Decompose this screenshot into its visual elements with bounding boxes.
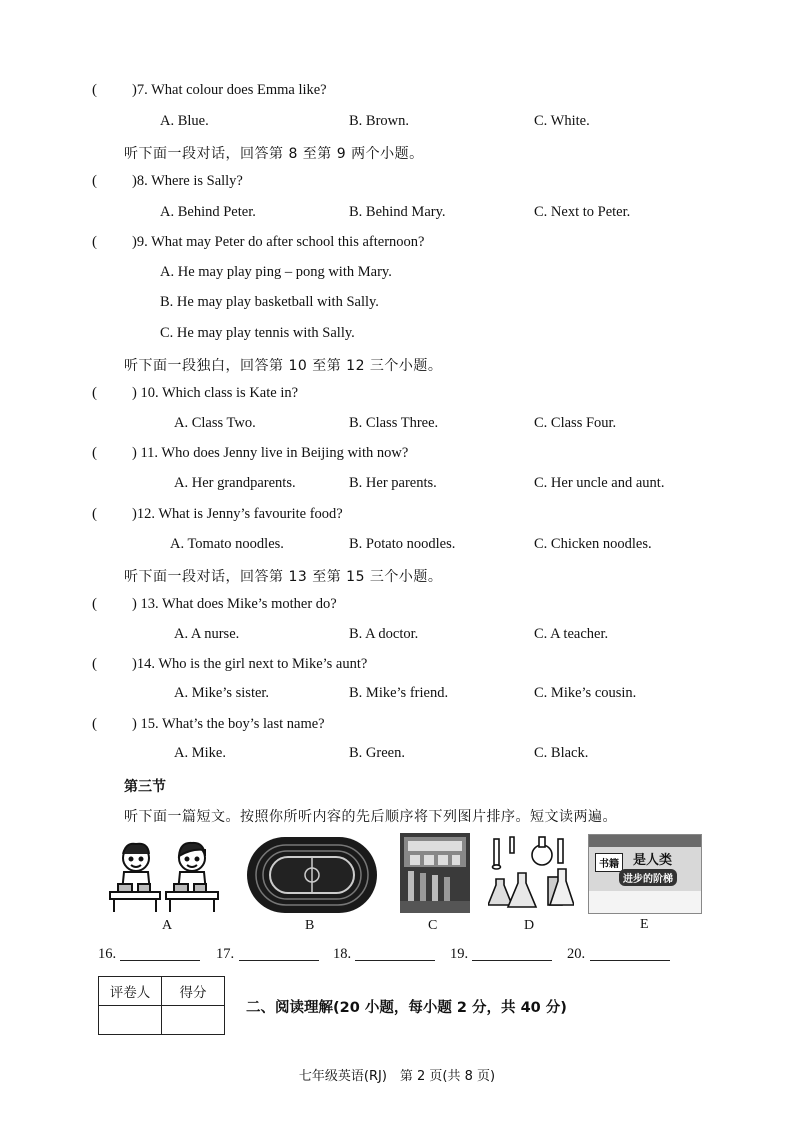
picture-c-label: C [428,918,438,933]
blank-17-label: 17. [216,946,235,962]
blank-18-field[interactable] [355,960,435,961]
q12-option-c: C. Chicken noodles. [534,536,652,552]
question-9: )9. What may Peter do after school this afternoon? [132,234,425,250]
picture-a-label: A [162,918,173,933]
picture-d-label: D [524,918,535,933]
q15-option-b: B. Green. [349,745,405,761]
question-13: ) 13. What does Mike’s mother do? [132,596,337,612]
picture-c-classroom-icon [400,833,470,913]
part-2-title: 二、阅读理解(20 小题，每小题 2 分，共 40 分) [246,1000,567,1016]
question-7: )7. What colour does Emma like? [132,82,327,98]
answer-paren: ( [92,596,97,612]
q12-option-b: B. Potato noodles. [349,536,456,552]
q10-option-a: A. Class Two. [174,415,256,431]
banner-top-strip [589,835,701,847]
q13-option-c: C. A teacher. [534,626,609,642]
q7-option-b: B. Brown. [349,113,410,129]
picture-a-children-icon [104,836,224,916]
banner-book-label: 书籍 [595,853,623,872]
picture-d-flasks-icon [488,833,574,913]
blank-20-label: 20. [567,946,586,962]
q14-option-a: A. Mike’s sister. [174,685,270,701]
answer-paren: ( [92,173,97,189]
answer-paren: ( [92,385,97,401]
q8-option-b: B. Behind Mary. [349,204,446,220]
instruction-13-15: 听下面一段对话，回答第 13 至第 15 三个小题。 [124,569,443,585]
blank-19-field[interactable] [472,960,552,961]
grader-header: 评卷人 [99,977,162,1006]
blank-18-label: 18. [333,946,352,962]
picture-b-label: B [305,918,315,933]
score-table [98,976,225,1035]
picture-e-label: E [640,917,649,932]
section-3-title: 第三节 [124,779,166,795]
grader-cell[interactable] [99,1006,162,1035]
page-footer: 七年级英语(RJ) 第 2 页(共 8 页) [298,1069,496,1084]
blank-16-field[interactable] [120,960,200,961]
question-15: ) 15. What’s the boy’s last name? [132,716,325,732]
q13-option-b: B. A doctor. [349,626,419,642]
answer-paren: ( [92,656,97,672]
q12-option-a: A. Tomato noodles. [170,536,284,552]
q7-option-c: C. White. [534,113,590,129]
q8-option-a: A. Behind Peter. [160,204,256,220]
banner-bottom-strip [589,891,701,913]
blank-17-field[interactable] [239,960,319,961]
answer-paren: ( [92,445,97,461]
q9-option-c: C. He may play tennis with Sally. [160,325,355,341]
q9-option-b: B. He may play basketball with Sally. [160,294,379,310]
q14-option-b: B. Mike’s friend. [349,685,449,701]
q10-option-b: B. Class Three. [349,415,439,431]
banner-slogan-1: 是人类 [633,853,673,868]
picture-b-track-icon [246,836,378,914]
question-10: ) 10. Which class is Kate in? [132,385,299,401]
instruction-10-12: 听下面一段独白，回答第 10 至第 12 三个小题。 [124,358,443,374]
blank-19-label: 19. [450,946,469,962]
blank-20-field[interactable] [590,960,670,961]
score-cell[interactable] [162,1006,225,1035]
picture-e-banner [588,834,702,914]
answer-paren: ( [92,506,97,522]
question-14: )14. Who is the girl next to Mike’s aunt? [132,656,368,672]
instruction-8-9: 听下面一段对话，回答第 8 至第 9 两个小题。 [124,146,424,162]
blank-16-label: 16. [98,946,117,962]
q15-option-a: A. Mike. [174,745,226,761]
q9-option-a: A. He may play ping – pong with Mary. [160,264,392,280]
question-11: ) 11. Who does Jenny live in Beijing with now? [132,445,409,461]
banner-slogan-2: 进步的阶梯 [619,869,677,886]
q14-option-c: C. Mike’s cousin. [534,685,637,701]
q7-option-a: A. Blue. [160,113,209,129]
answer-paren: ( [92,716,97,732]
question-12: )12. What is Jenny’s favourite food? [132,506,343,522]
q13-option-a: A. A nurse. [174,626,240,642]
q11-option-b: B. Her parents. [349,475,437,491]
q15-option-c: C. Black. [534,745,589,761]
answer-paren: ( [92,234,97,250]
answer-paren: ( [92,82,97,98]
q11-option-c: C. Her uncle and aunt. [534,475,665,491]
score-header: 得分 [162,977,225,1006]
q8-option-c: C. Next to Peter. [534,204,631,220]
q11-option-a: A. Her grandparents. [174,475,296,491]
section-3-instruction: 听下面一篇短文。按照你所听内容的先后顺序将下列图片排序。短文读两遍。 [124,809,617,825]
q10-option-c: C. Class Four. [534,415,617,431]
question-8: )8. Where is Sally? [132,173,243,189]
